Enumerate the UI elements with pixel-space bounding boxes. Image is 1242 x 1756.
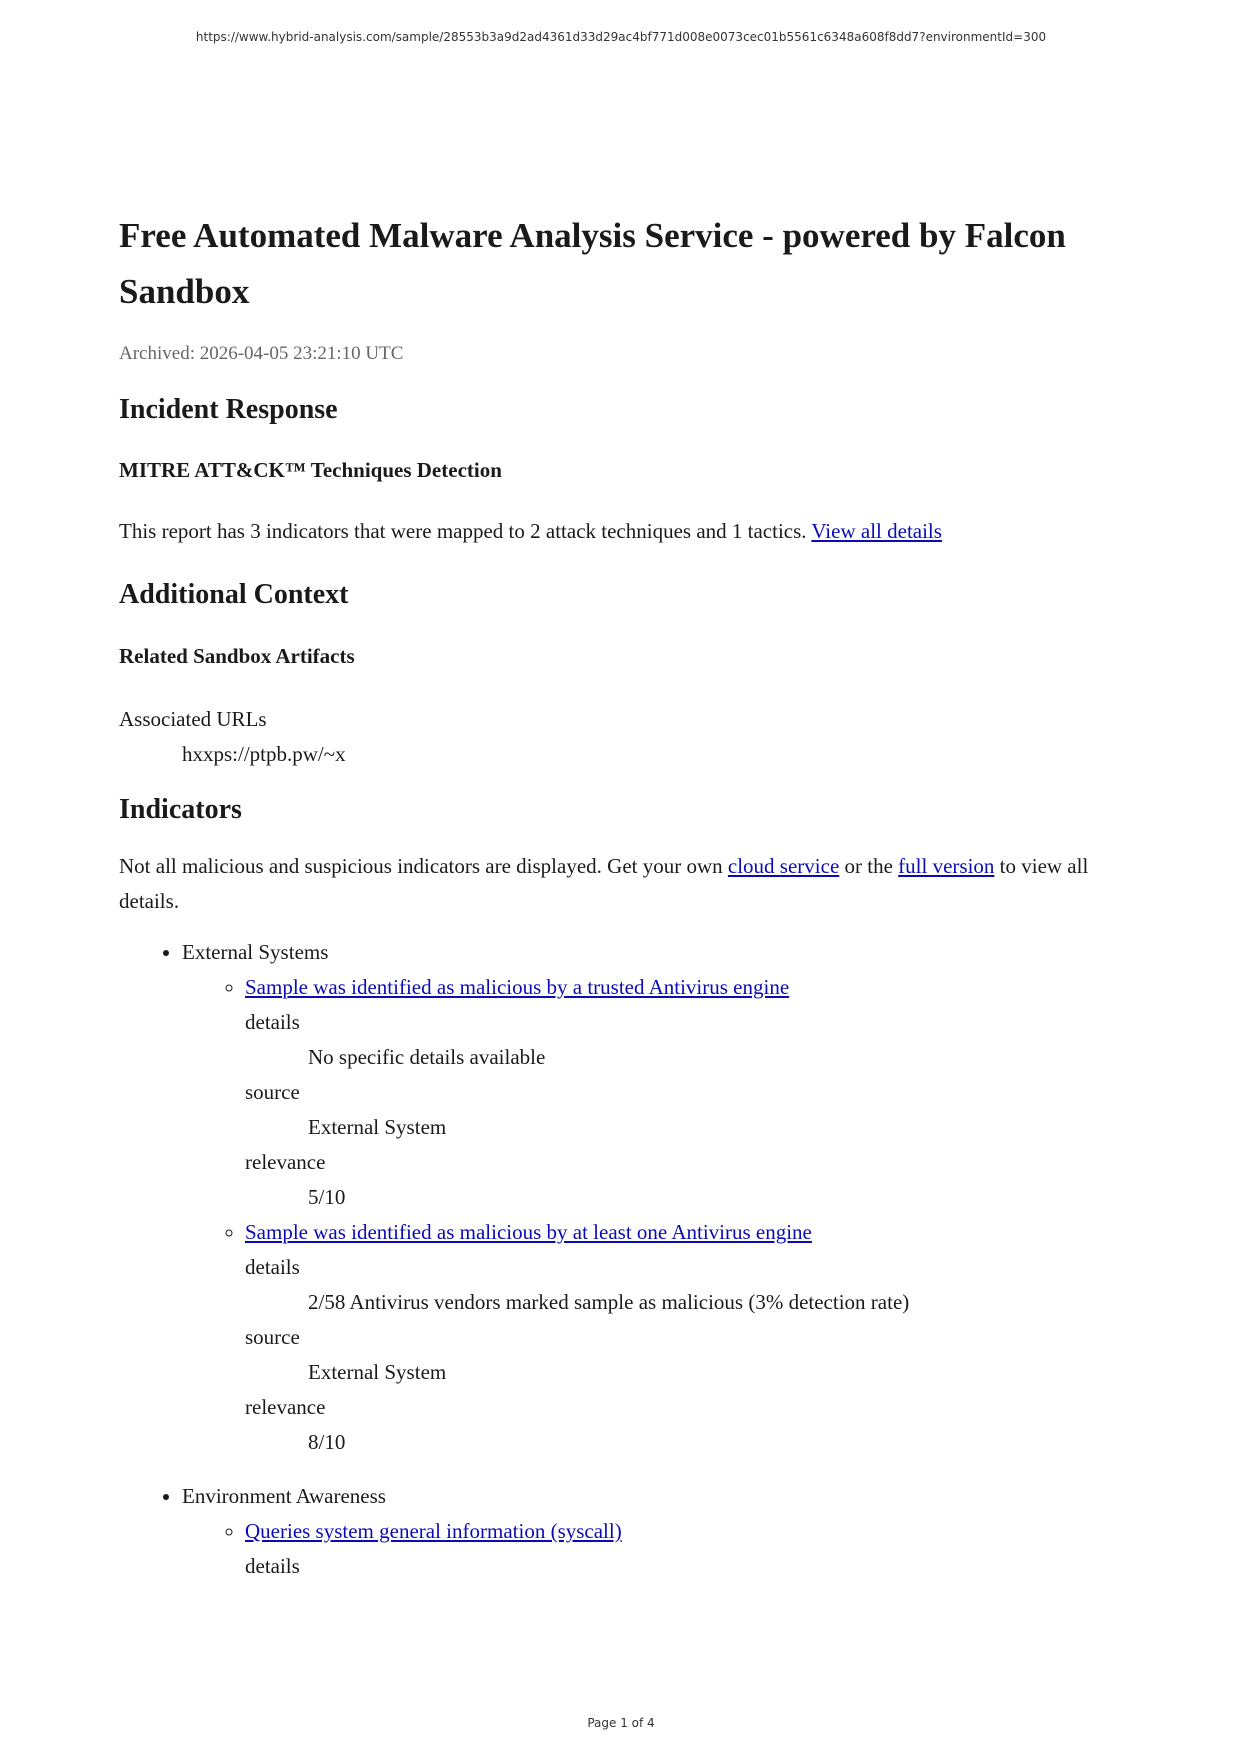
page-number-footer: Page 1 of 4: [587, 1716, 655, 1730]
mitre-heading: MITRE ATT&CK™ Techniques Detection: [119, 458, 502, 482]
source-value: External System: [308, 1115, 447, 1139]
signature-list: [182, 1514, 1119, 1584]
associated-urls-label: Associated URLs: [119, 707, 267, 731]
mitre-summary-text: This report has 3 indicators that were mapped to 2 attack techniques and 1 tactics.: [119, 519, 807, 543]
additional-context-heading: Additional Context: [119, 579, 349, 610]
signature-attributes: [245, 1250, 1119, 1460]
page-title: Free Automated Malware Analysis Service - powered by Falcon Sandbox: [119, 216, 1066, 311]
associated-url-value: hxxps://ptpb.pw/~x: [182, 742, 346, 766]
source-label: source: [245, 1080, 300, 1104]
category-name: Environment Awareness: [182, 1484, 386, 1508]
signature-title-link[interactable]: Sample was identified as malicious by a trusted Antivirus engine: [245, 975, 790, 999]
associated-urls-list: [119, 702, 1119, 772]
details-label: details: [245, 1255, 300, 1279]
indicators-intro: [119, 849, 1119, 919]
signature-item: [245, 970, 1119, 1215]
incident-response-heading: Incident Response: [119, 394, 338, 425]
mitre-summary: [119, 514, 1119, 549]
full-version-link[interactable]: full version: [898, 854, 995, 878]
details-value: No specific details available: [308, 1045, 546, 1069]
indicators-intro-text-2: or the: [844, 854, 893, 878]
category-name: External Systems: [182, 940, 329, 964]
relevance-label: relevance: [245, 1150, 326, 1174]
relevance-value: 5/10: [308, 1185, 346, 1209]
source-label: source: [245, 1325, 300, 1349]
related-artifacts-heading: Related Sandbox Artifacts: [119, 644, 355, 668]
source-value: External System: [308, 1360, 447, 1384]
category-item-external-systems: [182, 935, 1119, 1460]
details-value: 2/58 Antivirus vendors marked sample as malicious (3% detection rate): [308, 1290, 910, 1314]
relevance-label: relevance: [245, 1395, 326, 1419]
signature-title-link[interactable]: Queries system general information (syscall): [245, 1519, 622, 1543]
signature-attributes: [245, 1549, 1119, 1584]
cloud-service-link[interactable]: cloud service: [727, 854, 840, 878]
document-body: [119, 208, 1119, 1603]
signature-title-link[interactable]: Sample was identified as malicious by at least one Antivirus engine: [245, 1220, 812, 1244]
view-all-details-link[interactable]: View all details: [811, 519, 942, 543]
signature-item: [245, 1215, 1119, 1460]
indicators-intro-text-3: to view all details.: [119, 854, 1089, 913]
indicators-heading: Indicators: [119, 794, 242, 825]
indicators-intro-text-1: Not all malicious and suspicious indicators are displayed. Get your own: [119, 854, 723, 878]
signature-list: [182, 970, 1119, 1460]
relevance-value: 8/10: [308, 1430, 346, 1454]
signature-attributes: [245, 1005, 1119, 1215]
category-item-environment-awareness: [182, 1479, 1119, 1584]
details-label: details: [245, 1554, 300, 1578]
signature-item: [245, 1514, 1119, 1584]
archived-timestamp: Archived: 2026-04-05 23:21:10 UTC: [119, 343, 404, 364]
details-label: details: [245, 1010, 300, 1034]
page-url-header: https://www.hybrid-analysis.com/sample/28553b3a9d2ad4361d33d29ac4bf771d008e0073cec01b5561c6348a608f8dd7?environmentId=300: [195, 30, 1047, 44]
indicator-category-list: [119, 935, 1119, 1584]
